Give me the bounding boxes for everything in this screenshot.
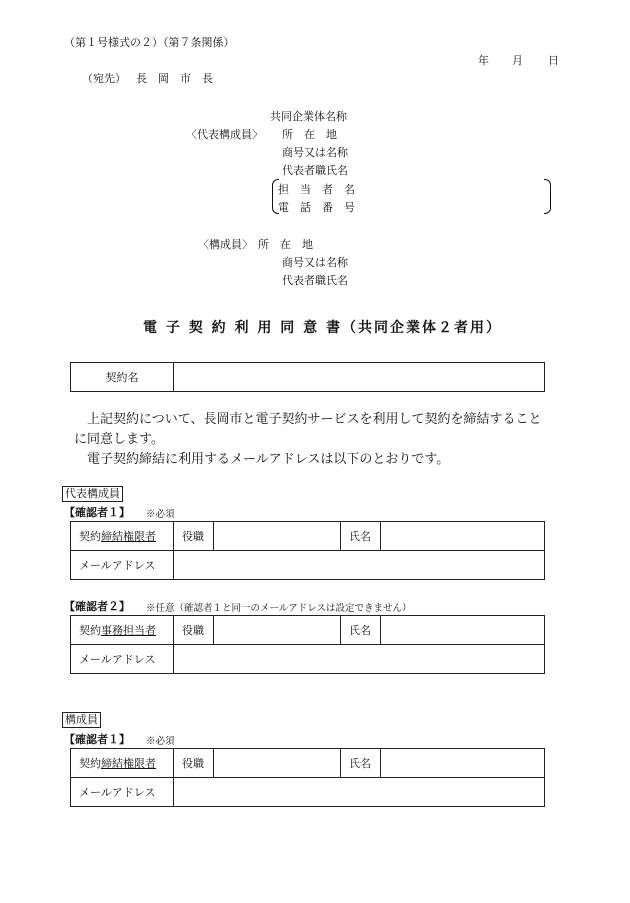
addressee: 長 岡 市 長 <box>136 72 213 85</box>
contract-name-label: 契約名 <box>71 363 174 392</box>
rep-role-label: 〈代表構成員〉 <box>186 128 263 141</box>
member-confirmer1-email-label: メールアドレス <box>71 778 174 807</box>
rep-confirmer1-heading: 【確認者１】 <box>64 506 130 519</box>
role-prefix: 契約 <box>79 757 101 770</box>
member-confirmer1-position-label: 役職 <box>174 749 214 778</box>
rep-confirmer2-position-label: 役職 <box>174 616 214 645</box>
role-underlined: 事務担当者 <box>101 624 156 637</box>
date-day-label: 日 <box>548 54 559 67</box>
contact-bracket-right <box>544 179 551 214</box>
date-year-label: 年 <box>478 54 489 67</box>
rep-confirmer2-email-field[interactable] <box>174 645 545 674</box>
rep-confirmer1-name-label: 氏名 <box>341 522 381 551</box>
rep-confirmer1-table <box>70 521 545 580</box>
date-month-label: 月 <box>512 54 523 67</box>
body-line-3: 電子契約締結に利用するメールアドレスは以下のとおりです。 <box>74 452 450 467</box>
contract-name-field[interactable] <box>174 363 545 392</box>
member-confirmer1-table <box>70 748 545 807</box>
rep-confirmer1-email-label: メールアドレス <box>71 551 174 580</box>
member-confirmer1-note: ※必須 <box>146 736 175 747</box>
rep-confirmer2-note: ※任意（確認者１と同一のメールアドレスは設定できません） <box>146 603 412 614</box>
rep-confirmer2-role <box>71 616 174 645</box>
section-member-label: 構成員 <box>62 712 101 728</box>
member-role-label: 〈構成員〉 <box>198 238 253 251</box>
rep-confirmer1-email-field[interactable] <box>174 551 545 580</box>
rep-representative-name-label: 代表者職氏名 <box>282 164 348 177</box>
phone-number-label: 電 話 番 号 <box>278 201 355 214</box>
rep-confirmer1-position-label: 役職 <box>174 522 214 551</box>
member-confirmer1-name-label: 氏名 <box>341 749 381 778</box>
section-rep-label: 代表構成員 <box>62 486 123 502</box>
member-confirmer1-name-field[interactable] <box>381 749 545 778</box>
role-underlined: 締結権限者 <box>101 530 156 543</box>
document-title: 電 子 契 約 利 用 同 意 書（共同企業体２者用） <box>143 320 502 336</box>
member-address-label: 所 在 地 <box>258 238 313 251</box>
member-confirmer1-role <box>71 749 174 778</box>
rep-confirmer2-position-field[interactable] <box>214 616 341 645</box>
rep-confirmer2-name-label: 氏名 <box>341 616 381 645</box>
rep-confirmer2-email-label: メールアドレス <box>71 645 174 674</box>
rep-confirmer2-table <box>70 615 545 674</box>
rep-address-label: 所 在 地 <box>282 128 337 141</box>
member-confirmer1-heading: 【確認者１】 <box>64 733 130 746</box>
member-trade-name-label: 商号又は名称 <box>282 256 348 269</box>
rep-confirmer1-name-field[interactable] <box>381 522 545 551</box>
body-line-1: 上記契約について、長岡市と電子契約サービスを利用して契約を締結すること <box>74 412 542 427</box>
member-confirmer1-email-field[interactable] <box>174 778 545 807</box>
role-prefix: 契約 <box>79 624 101 637</box>
contract-name-table <box>70 362 545 392</box>
form-number: （第１号様式の２）（第７条関係） <box>64 36 235 49</box>
body-line-2: に同意します。 <box>74 432 164 447</box>
rep-confirmer2-heading: 【確認者２】 <box>64 600 130 613</box>
addressee-prefix: （宛先） <box>82 72 126 85</box>
rep-confirmer1-position-field[interactable] <box>214 522 341 551</box>
rep-trade-name-label: 商号又は名称 <box>282 146 348 159</box>
role-underlined: 締結権限者 <box>101 757 156 770</box>
contact-person-label: 担 当 者 名 <box>278 183 355 196</box>
rep-confirmer2-name-field[interactable] <box>381 616 545 645</box>
rep-confirmer1-note: ※必須 <box>146 509 175 520</box>
jv-name-label: 共同企業体名称 <box>270 110 347 123</box>
rep-confirmer1-role <box>71 522 174 551</box>
member-confirmer1-position-field[interactable] <box>214 749 341 778</box>
role-prefix: 契約 <box>79 530 101 543</box>
member-representative-name-label: 代表者職氏名 <box>282 274 348 287</box>
